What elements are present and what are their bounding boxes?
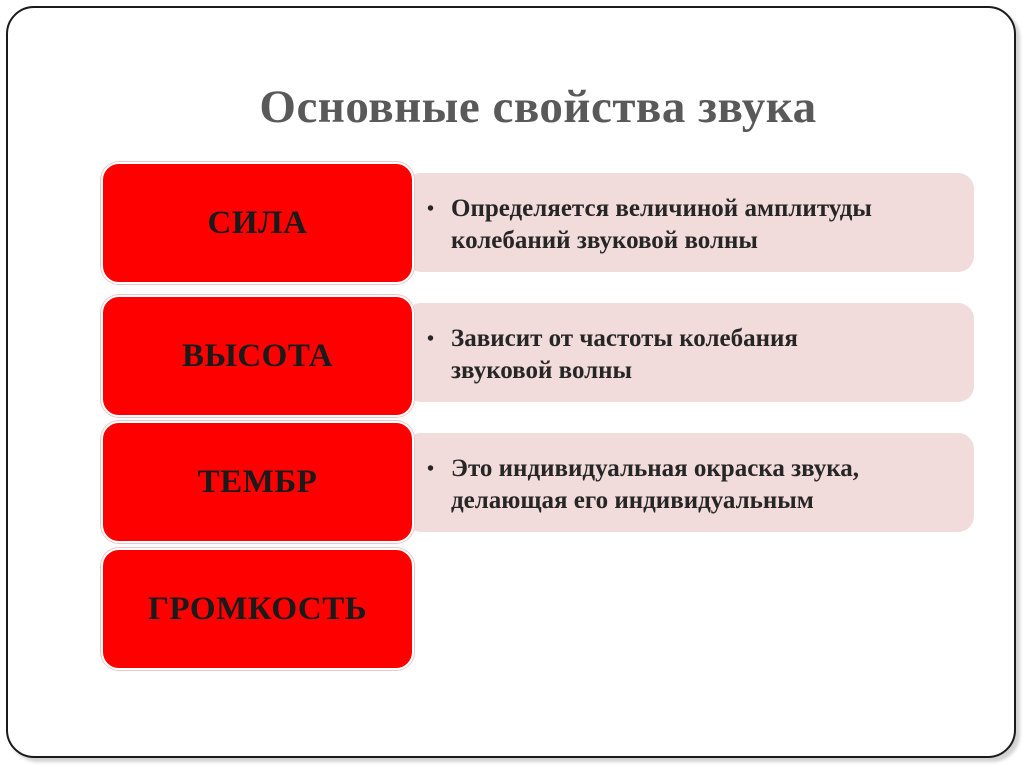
description-item [427,193,954,257]
description-item [427,453,954,517]
slide-title: Основные свойства звука [259,81,817,133]
label-box-timbre [101,421,414,543]
description-box-vysota [405,303,974,402]
bullet-icon: • [427,328,435,350]
description-line: Это индивидуальная окраска звука, [451,455,860,482]
description-box-timbre [405,433,974,532]
description-line: звуковой волны [451,357,633,384]
description-text [451,323,798,387]
label-box-vysota [101,295,414,417]
description-item [427,323,954,387]
label-text: ВЫСОТА [181,337,334,374]
description-box-sila [405,173,974,272]
bullet-icon: • [427,458,435,480]
description-text [451,453,859,517]
description-text [451,193,872,257]
label-box-gromkost [101,548,414,670]
label-box-sila [101,162,414,284]
description-line: Определяется величиной амплитуды [451,195,872,222]
description-line: делающая его индивидуальным [451,487,814,514]
label-text: СИЛА [207,204,308,241]
bullet-icon: • [427,198,435,220]
label-text: ГРОМКОСТЬ [147,590,368,627]
description-line: колебаний звуковой волны [451,227,758,254]
label-text: ТЕМБР [197,463,318,500]
description-line: Зависит от частоты колебания [451,325,798,352]
